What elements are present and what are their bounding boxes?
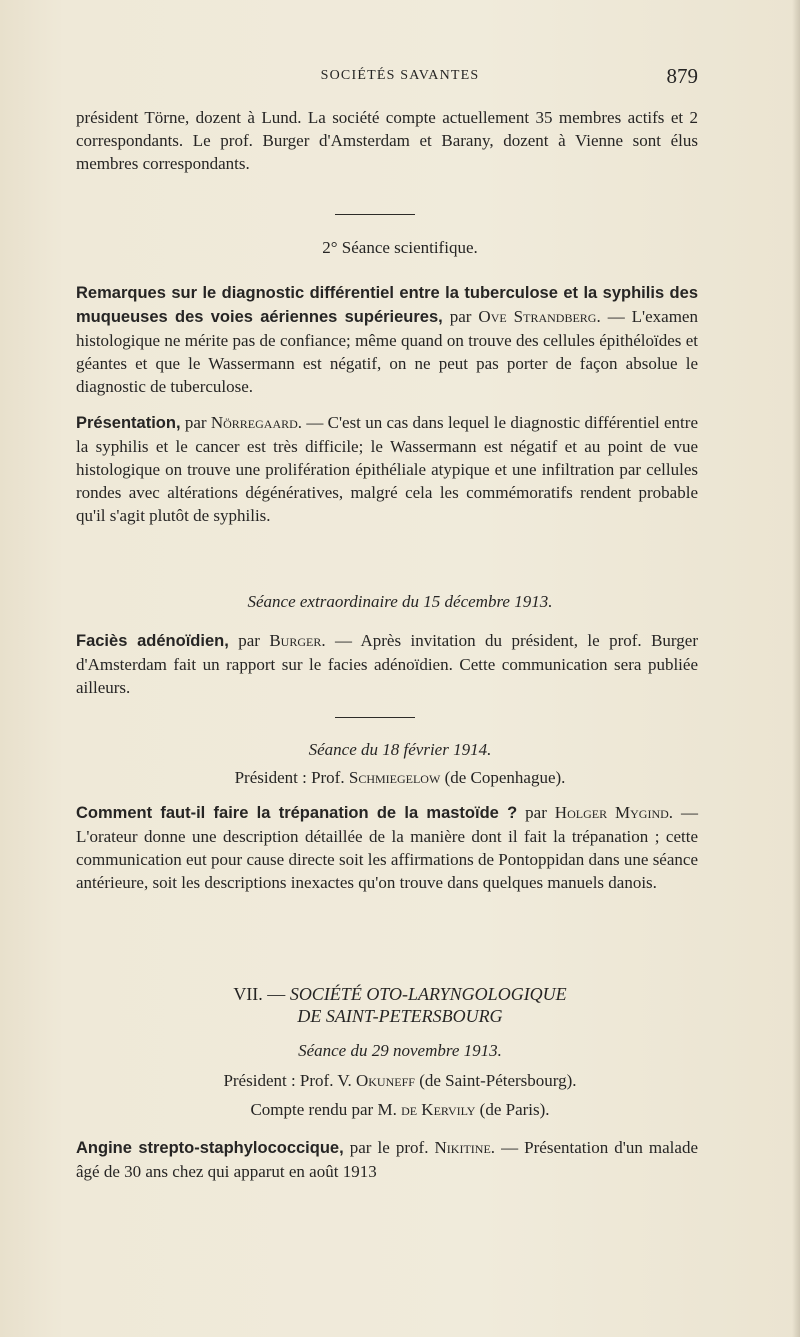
article-body: . — L'orateur donne une description détaillée de la manière dont il fait la trépanation ; cette communication eut pour cause directe soit les affirmations de Pontoppidan dans une séance antérieure, soit les descriptions inexactes qu'on trouve dans quelques manuels danois.: [76, 803, 698, 892]
president-city: (de Copenhague).: [440, 768, 566, 787]
compte-label: Compte rendu par M.: [250, 1100, 402, 1119]
page-edge-shadow: [792, 0, 800, 1337]
article-author: Nörregaard: [210, 413, 298, 432]
society-name-line1: SOCIÉTÉ OTO-LARYNGOLOGIQUE: [289, 984, 567, 1004]
compte-rendu-line: [0, 1098, 800, 1121]
article-author: Holger Mygind: [554, 803, 669, 822]
section-vii-subtitle: [0, 1005, 800, 1028]
article-title: Présentation,: [76, 414, 181, 432]
president-city: (de Saint-Pétersbourg).: [414, 1071, 577, 1090]
section-divider: [335, 717, 415, 718]
article-author: Nikitine: [434, 1138, 491, 1157]
compte-name: de Kervily: [401, 1100, 476, 1119]
article-by: par: [180, 413, 211, 432]
article-title: Remarques sur le diagnostic différentiel entre la tuberculose et la syphilis des muqueuses des voies aériennes supérieures,: [76, 284, 698, 326]
article-by: par le prof.: [343, 1138, 435, 1157]
article-remarques: [76, 281, 698, 398]
seance-heading-text: Séance extraordinaire du 15 décembre 1913.: [247, 592, 553, 611]
president-name: Schmiegelow: [348, 768, 441, 787]
seance-extraordinaire-heading: [0, 590, 800, 613]
president-label: Président : Prof.: [234, 768, 349, 787]
president-line: [0, 766, 800, 789]
article-title: Comment faut-il faire la trépanation de la mastoïde ?: [76, 804, 518, 822]
section-divider: [335, 214, 415, 215]
article-title: Angine strepto-staphylococcique,: [76, 1139, 344, 1157]
article-body: . — L'examen histologique ne mérite pas de confiance; même quand on trouve des cellules épithéloïdes et géantes et que le Wassermann est négatif, on ne peut pas porter de façon absolue le diagnostic de tuberculose.: [76, 307, 698, 396]
article-by: par: [228, 631, 270, 650]
article-by: par: [517, 803, 555, 822]
president-name: Okuneff: [355, 1071, 415, 1090]
running-head: SOCIÉTÉS SAVANTES: [320, 68, 480, 83]
article-body: . — Après invitation du président, le prof. Burger d'Amsterdam fait un rapport sur le facies adénoïdien. Cette communication sera publiée ailleurs.: [76, 631, 698, 697]
section-vii-title: [0, 983, 800, 1006]
seance-heading-text: Séance du 29 novembre 1913.: [298, 1041, 502, 1060]
article-body: . — C'est un cas dans lequel le diagnostic différentiel entre la syphilis et le cancer est très difficile; le Wassermann est négatif et au point de vue histologique on trouve une prolifération épithéliale atypique et une infiltration par cellules rondes avec altérations dégénératives, malgré cela les commémoratifs rendent probable qu'il s'agit plutôt de syphilis.: [76, 413, 698, 525]
article-facies: [76, 629, 698, 699]
section-heading-text: 2° Séance scientifique.: [322, 238, 478, 257]
page-number: 879: [666, 64, 698, 88]
seance-novembre-heading: [0, 1039, 800, 1062]
article-presentation: [76, 411, 698, 527]
president-label: Président : Prof. V.: [223, 1071, 356, 1090]
section-heading-scientifique: [0, 236, 800, 259]
society-name-line2: DE SAINT-PETERSBOURG: [297, 1006, 503, 1026]
paragraph-membership-text: président Törne, dozent à Lund. La société compte actuellement 35 membres actifs et 2 correspondants. Le prof. Burger d'Amsterdam et Barany, dozent à Vienne sont élus membres correspondants.: [76, 108, 698, 173]
article-author: Ove Strandberg: [478, 307, 597, 326]
article-title: Faciès adénoïdien,: [76, 632, 229, 650]
section-numeral: VII. —: [233, 984, 290, 1004]
article-mastoide: [76, 801, 698, 894]
article-author: Burger: [269, 631, 322, 650]
president-line: [0, 1069, 800, 1092]
paragraph-membership: [76, 106, 698, 175]
compte-city: (de Paris).: [475, 1100, 550, 1119]
article-by: par: [442, 307, 479, 326]
seance-heading-text: Séance du 18 février 1914.: [308, 740, 492, 759]
article-angine: [76, 1136, 698, 1183]
seance-fevrier-heading: [0, 738, 800, 761]
page-header: [0, 64, 800, 88]
article-body: . — Présentation d'un malade âgé de 30 ans chez qui apparut en août 1913: [76, 1138, 698, 1181]
